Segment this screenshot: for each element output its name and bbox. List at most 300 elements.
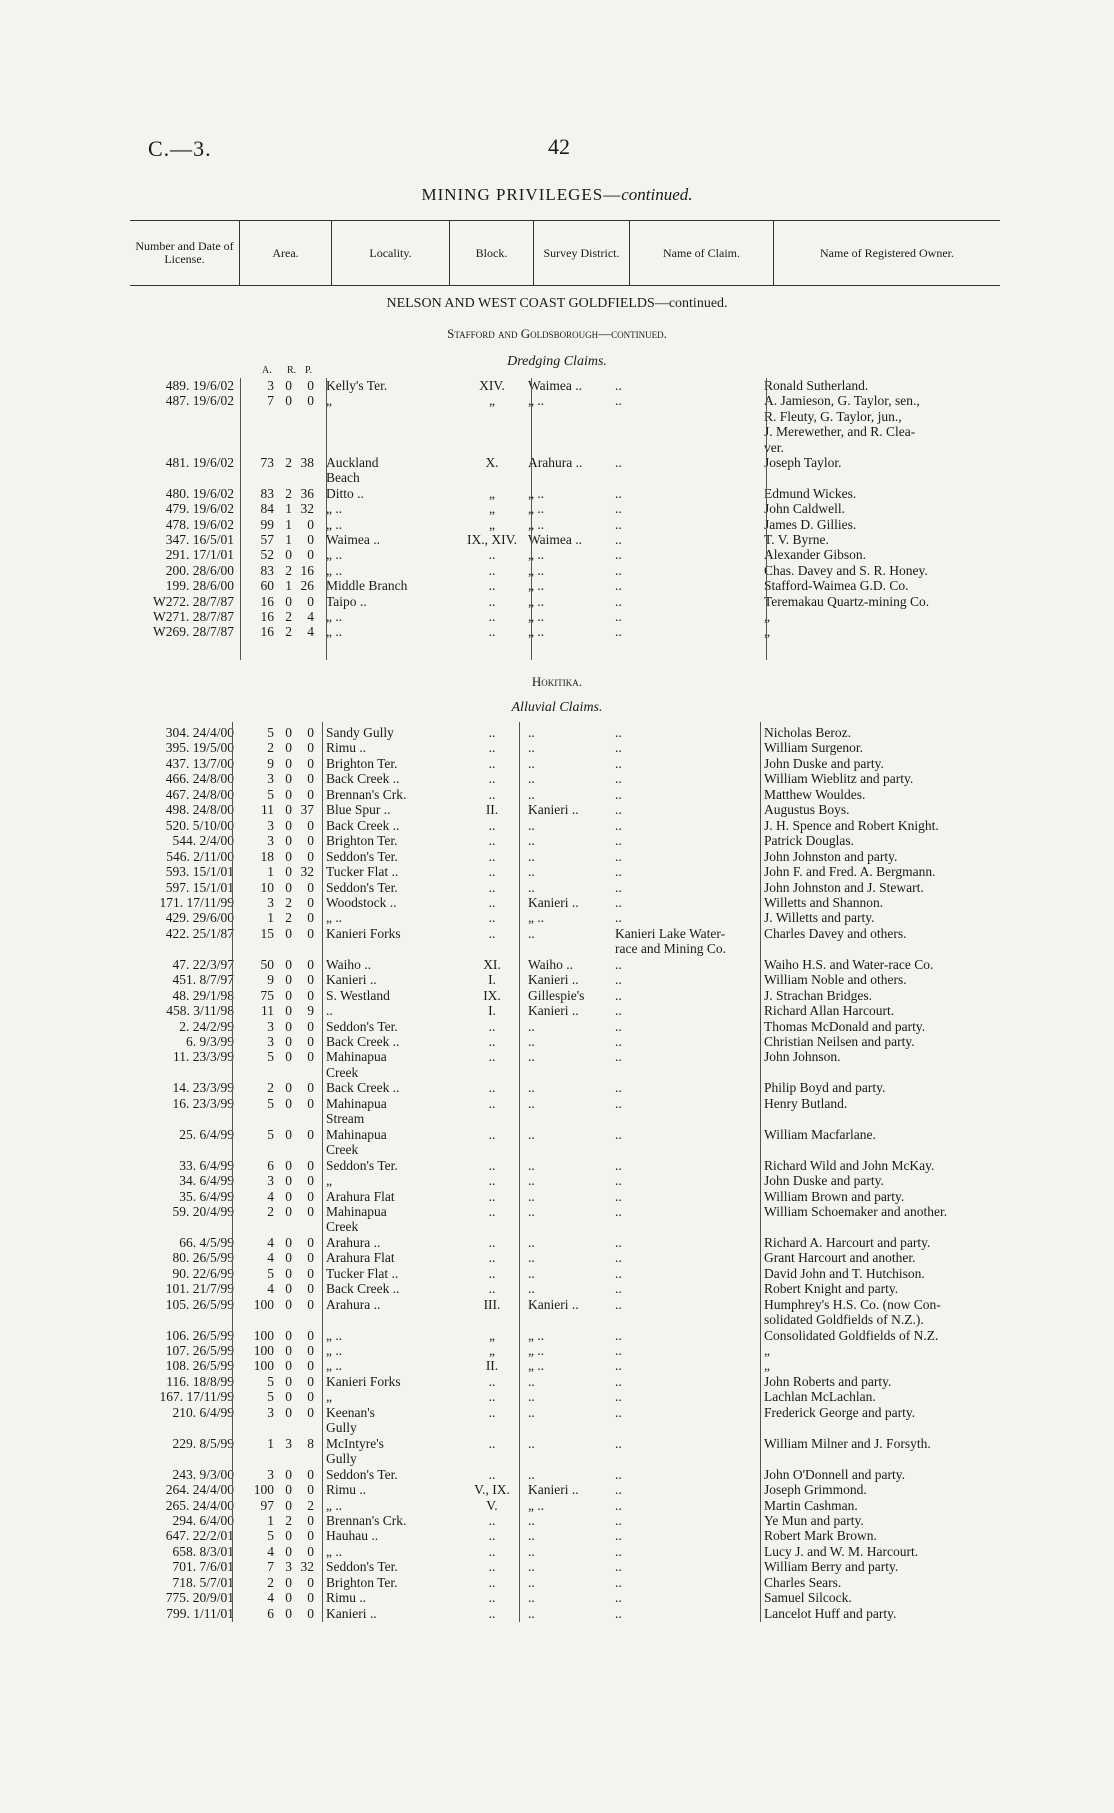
survey-district-cell: .. <box>528 1404 535 1420</box>
owner-cell: Joseph Taylor. <box>764 455 842 470</box>
survey-district-cell: .. <box>528 879 535 895</box>
locality-cell: „ .. <box>326 547 343 563</box>
claim-name-cell: .. <box>615 864 622 880</box>
area-roods-cell: 0 <box>285 1018 292 1034</box>
license-cell: 487. 19/6/02 <box>165 393 234 409</box>
area-roods-cell: 0 <box>285 848 292 864</box>
area-acres-cell: 5 <box>267 1528 274 1544</box>
locality-cell: Kelly's Ter. <box>326 378 388 393</box>
area-acres-cell: 5 <box>267 1389 274 1405</box>
block-cell: .. <box>488 1435 496 1451</box>
claim-name-cell: .. <box>615 593 622 609</box>
owner-cell: Lancelot Huff and party. <box>764 1605 897 1621</box>
locality-cell: Beach <box>326 470 360 486</box>
area-perches-cell: 0 <box>307 1173 314 1189</box>
area-acres-cell: 3 <box>267 817 274 833</box>
locality-cell: Rimu .. <box>326 1590 367 1606</box>
claim-name-cell: .. <box>615 910 622 926</box>
owner-cell: ver. <box>764 439 784 455</box>
area-roods-cell: 0 <box>285 925 292 941</box>
owner-cell: William Milner and J. Forsyth. <box>764 1435 931 1451</box>
locality-cell: „ <box>326 1389 332 1405</box>
survey-district-cell: .. <box>528 1559 535 1575</box>
survey-district-cell: „ .. <box>528 910 545 926</box>
survey-district-cell: Kanieri .. <box>528 1003 579 1019</box>
claim-name-cell: .. <box>615 1373 622 1389</box>
area-roods-cell: 0 <box>285 1203 292 1219</box>
block-cell: .. <box>488 1188 496 1204</box>
owner-cell: J. Merewether, and R. Clea- <box>764 424 916 440</box>
license-cell: 48. 29/1/98 <box>172 987 234 1003</box>
block-cell: .. <box>488 786 496 802</box>
acre-label: A. <box>262 365 272 376</box>
block-cell: .. <box>488 1034 496 1049</box>
area-perches-cell: 0 <box>307 1250 314 1266</box>
block-cell: .. <box>488 879 496 895</box>
col-block: Block. <box>450 221 534 285</box>
locality-cell: Arahura .. <box>326 1234 381 1250</box>
claim-name-cell: .. <box>615 755 622 771</box>
locality-cell: Creek <box>326 1142 359 1158</box>
block-cell: .. <box>488 771 496 787</box>
area-roods-cell: 2 <box>285 485 292 501</box>
owner-cell: Augustus Boys. <box>764 802 850 818</box>
area-perches-cell: 0 <box>307 1404 314 1420</box>
claim-name-cell: .. <box>615 393 622 409</box>
claim-name-cell: .. <box>615 532 622 547</box>
block-cell: .. <box>488 1512 496 1528</box>
claim-name-cell: .. <box>615 1018 622 1034</box>
license-cell: 106. 26/5/99 <box>165 1327 234 1343</box>
block-cell: V. <box>486 1497 498 1513</box>
locality-cell: „ <box>326 393 332 409</box>
block-cell: „ <box>489 501 495 517</box>
owner-cell: A. Jamieson, G. Taylor, sen., <box>764 393 920 409</box>
area-acres-cell: 83 <box>260 485 274 501</box>
survey-district-cell: .. <box>528 786 535 802</box>
area-acres-cell: 52 <box>260 547 274 563</box>
license-cell: 265. 24/4/00 <box>165 1497 234 1513</box>
license-cell: 59. 20/4/99 <box>172 1203 234 1219</box>
survey-district-cell: .. <box>528 1188 535 1204</box>
area-roods-cell: 2 <box>285 455 292 470</box>
area-acres-cell: 4 <box>267 1281 274 1297</box>
owner-cell: Joseph Grimmond. <box>764 1482 867 1498</box>
survey-district-cell: .. <box>528 1080 535 1096</box>
subsection-heading-hokitika: Hokitika. <box>531 674 583 689</box>
block-cell: .. <box>488 925 496 941</box>
area-perches-cell: 38 <box>300 455 314 470</box>
license-cell: 105. 26/5/99 <box>165 1296 234 1312</box>
owner-cell: Frederick George and party. <box>764 1404 916 1420</box>
claim-name-cell: .. <box>615 1327 622 1343</box>
area-roods-cell: 0 <box>285 1095 292 1111</box>
area-roods-cell: 0 <box>285 1482 292 1498</box>
locality-cell: Mahinapua <box>326 1203 387 1219</box>
claim-name-cell: .. <box>615 1126 622 1142</box>
license-cell: 107. 26/5/99 <box>165 1343 234 1358</box>
block-cell: .. <box>488 1373 496 1389</box>
locality-cell: „ .. <box>326 1358 343 1374</box>
area-roods-cell: 0 <box>285 1003 292 1019</box>
block-cell: .. <box>488 833 496 849</box>
area-roods-cell: 0 <box>285 1250 292 1266</box>
locality-cell: „ .. <box>326 910 343 926</box>
claim-name-cell: .. <box>615 378 622 393</box>
area-acres-cell: 3 <box>267 1018 274 1034</box>
area-acres-cell: 100 <box>253 1327 274 1343</box>
block-cell: „ <box>489 516 495 532</box>
owner-cell: Consolidated Goldfields of N.Z. <box>764 1327 939 1343</box>
license-cell: 520. 5/10/00 <box>165 817 234 833</box>
area-perches-cell: 0 <box>307 1126 314 1142</box>
block-cell: .. <box>488 848 496 864</box>
block-cell: X. <box>485 455 499 470</box>
license-cell: 658. 8/3/01 <box>172 1543 234 1559</box>
area-roods-cell: 0 <box>285 1373 292 1389</box>
license-cell: 718. 5/7/01 <box>172 1574 234 1590</box>
license-cell: W269. 28/7/87 <box>153 624 234 640</box>
claim-name-cell: .. <box>615 1605 622 1621</box>
claim-name-cell: .. <box>615 516 622 532</box>
area-acres-cell: 50 <box>260 956 274 972</box>
col-license: Number and Date of License. <box>130 221 240 285</box>
area-acres-cell: 7 <box>267 393 274 409</box>
area-roods-cell: 0 <box>285 972 292 988</box>
area-roods-cell: 0 <box>285 1173 292 1189</box>
locality-cell: Blue Spur .. <box>326 802 391 818</box>
claim-name-cell: .. <box>615 833 622 849</box>
block-cell: III. <box>483 1296 501 1312</box>
area-roods-cell: 0 <box>285 879 292 895</box>
block-cell: II. <box>485 1358 499 1374</box>
survey-district-cell: .. <box>528 925 535 941</box>
locality-cell: Auckland <box>326 455 379 470</box>
area-perches-cell: 37 <box>300 802 314 818</box>
area-acres-cell: 1 <box>267 864 274 880</box>
survey-district-cell: „ .. <box>528 1343 545 1358</box>
survey-district-cell: .. <box>528 864 535 880</box>
block-cell: .. <box>488 1389 496 1405</box>
claim-name-cell: .. <box>615 1528 622 1544</box>
block-cell: .. <box>488 910 496 926</box>
survey-district-cell: Kanieri .. <box>528 1482 579 1498</box>
area-roods-cell: 0 <box>285 393 292 409</box>
survey-district-cell: „ .. <box>528 501 545 517</box>
area-perches-cell: 0 <box>307 833 314 849</box>
survey-district-cell: Waiho .. <box>528 956 574 972</box>
claim-name-cell: .. <box>615 786 622 802</box>
area-roods-cell: 0 <box>285 1574 292 1590</box>
block-cell: I. <box>488 1003 496 1019</box>
owner-cell: T. V. Byrne. <box>764 532 829 547</box>
area-acres-cell: 4 <box>267 1543 274 1559</box>
area-acres-cell: 97 <box>260 1497 274 1513</box>
block-cell: IX., XIV. <box>467 532 517 547</box>
license-cell: 14. 23/3/99 <box>172 1080 234 1096</box>
survey-district-cell: .. <box>528 1373 535 1389</box>
owner-cell: Charles Davey and others. <box>764 925 907 941</box>
license-cell: 480. 19/6/02 <box>165 485 234 501</box>
area-roods-cell: 0 <box>285 1188 292 1204</box>
area-roods-cell: 0 <box>285 833 292 849</box>
area-acres-cell: 18 <box>260 848 274 864</box>
owner-cell: John O'Donnell and party. <box>764 1466 906 1482</box>
area-perches-cell: 0 <box>307 1543 314 1559</box>
area-perches-cell: 0 <box>307 894 314 910</box>
locality-cell: Tucker Flat .. <box>326 1265 399 1281</box>
area-perches-cell: 0 <box>307 725 314 740</box>
area-acres-cell: 9 <box>267 972 274 988</box>
locality-cell: „ .. <box>326 562 343 578</box>
locality-cell: Taipo .. <box>326 593 367 609</box>
locality-cell: Arahura .. <box>326 1296 381 1312</box>
license-cell: 101. 21/7/99 <box>165 1281 234 1297</box>
locality-cell: Waimea .. <box>326 532 381 547</box>
area-roods-cell: 1 <box>285 532 292 547</box>
area-perches-cell: 0 <box>307 1296 314 1312</box>
col-claim-name: Name of Claim. <box>630 221 774 285</box>
area-roods-cell: 0 <box>285 1358 292 1374</box>
block-cell: .. <box>488 1590 496 1606</box>
area-roods-cell: 0 <box>285 1466 292 1482</box>
block-cell: .. <box>488 755 496 771</box>
survey-district-cell: .. <box>528 1034 535 1049</box>
area-perches-cell: 0 <box>307 910 314 926</box>
claim-name-cell: .. <box>615 725 622 740</box>
claim-name-cell: .. <box>615 987 622 1003</box>
area-roods-cell: 0 <box>285 1234 292 1250</box>
owner-cell: J. Willetts and party. <box>764 910 875 926</box>
license-cell: 291. 17/1/01 <box>165 547 234 563</box>
survey-district-cell: .. <box>528 1605 535 1621</box>
area-acres-cell: 2 <box>267 1574 274 1590</box>
area-acres-cell: 9 <box>267 755 274 771</box>
license-cell: 451. 8/7/97 <box>172 972 234 988</box>
owner-cell: Teremakau Quartz-mining Co. <box>764 593 930 609</box>
block-cell: XI. <box>483 956 501 972</box>
owner-cell: Richard Wild and John McKay. <box>764 1157 935 1173</box>
locality-cell: Arahura Flat <box>326 1188 395 1204</box>
claim-name-cell: .. <box>615 1049 622 1065</box>
block-cell: .. <box>488 562 496 578</box>
locality-cell: Rimu .. <box>326 1482 367 1498</box>
owner-cell: Edmund Wickes. <box>764 485 857 501</box>
area-acres-cell: 1 <box>267 1512 274 1528</box>
area-perches-cell: 8 <box>307 1435 314 1451</box>
owner-cell: Humphrey's H.S. Co. (now Con- <box>764 1296 941 1312</box>
block-cell: IX. <box>483 987 501 1003</box>
area-roods-cell: 0 <box>285 1543 292 1559</box>
owner-cell: solidated Goldfields of N.Z.). <box>764 1312 924 1328</box>
locality-cell: Brennan's Crk. <box>326 1512 407 1528</box>
claim-name-cell: .. <box>615 1466 622 1482</box>
survey-district-cell: „ .. <box>528 578 545 594</box>
area-roods-cell: 0 <box>285 1389 292 1405</box>
locality-cell: Brennan's Crk. <box>326 786 407 802</box>
locality-cell: Mahinapua <box>326 1095 387 1111</box>
area-roods-cell: 0 <box>285 1528 292 1544</box>
owner-cell: Martin Cashman. <box>764 1497 858 1513</box>
block-cell: „ <box>489 1343 495 1358</box>
owner-cell: Ronald Sutherland. <box>764 378 869 393</box>
col-locality: Locality. <box>332 221 450 285</box>
locality-cell: Mahinapua <box>326 1126 387 1142</box>
area-acres-cell: 1 <box>267 910 274 926</box>
locality-cell: Seddon's Ter. <box>326 1466 398 1482</box>
area-roods-cell: 0 <box>285 1281 292 1297</box>
claim-name-cell: .. <box>615 1157 622 1173</box>
survey-district-cell: .. <box>528 740 535 756</box>
license-cell: 422. 25/1/87 <box>165 925 234 941</box>
area-roods-cell: 2 <box>285 562 292 578</box>
owner-cell: William Berry and party. <box>764 1559 899 1575</box>
area-acres-cell: 11 <box>261 802 274 818</box>
area-perches-cell: 0 <box>307 1605 314 1621</box>
area-acres-cell: 1 <box>267 1435 274 1451</box>
area-perches-cell: 0 <box>307 1512 314 1528</box>
owner-cell: J. Strachan Bridges. <box>764 987 872 1003</box>
block-cell: XIV. <box>479 378 505 393</box>
owner-cell: David John and T. Hutchison. <box>764 1265 925 1281</box>
owner-cell: William Wieblitz and party. <box>764 771 914 787</box>
owner-cell: William Surgenor. <box>764 740 863 756</box>
area-perches-cell: 16 <box>300 562 314 578</box>
area-perches-cell: 0 <box>307 1358 314 1374</box>
page-number: 42 <box>548 134 570 159</box>
area-acres-cell: 4 <box>267 1188 274 1204</box>
claim-name-cell: .. <box>615 1590 622 1606</box>
owner-cell: William Brown and party. <box>764 1188 905 1204</box>
area-perches-cell: 9 <box>307 1003 314 1019</box>
locality-cell: Stream <box>326 1111 365 1127</box>
claim-name-cell: .. <box>615 1543 622 1559</box>
area-perches-cell: 0 <box>307 1049 314 1065</box>
block-cell: .. <box>488 609 496 624</box>
area-roods-cell: 0 <box>285 1327 292 1343</box>
survey-district-cell: .. <box>528 1203 535 1219</box>
block-cell: .. <box>488 1265 496 1281</box>
owner-cell: Lucy J. and W. M. Harcourt. <box>764 1543 919 1559</box>
license-cell: W272. 28/7/87 <box>153 593 234 609</box>
owner-cell: Alexander Gibson. <box>764 547 866 563</box>
rood-label: R. <box>287 365 297 376</box>
license-cell: 80. 26/5/99 <box>172 1250 234 1266</box>
area-perches-cell: 0 <box>307 1373 314 1389</box>
claim-name-cell: .. <box>615 624 622 640</box>
owner-cell: „ <box>764 1358 770 1374</box>
area-acres-cell: 15 <box>260 925 274 941</box>
license-cell: 243. 9/3/00 <box>172 1466 234 1482</box>
area-perches-cell: 0 <box>307 1080 314 1096</box>
locality-cell: „ .. <box>326 1343 343 1358</box>
survey-district-cell: „ .. <box>528 393 545 409</box>
locality-cell: Back Creek .. <box>326 771 400 787</box>
owner-cell: Thomas McDonald and party. <box>764 1018 926 1034</box>
owner-cell: William Noble and others. <box>764 972 907 988</box>
claim-name-cell: .. <box>615 1203 622 1219</box>
area-perches-cell: 0 <box>307 593 314 609</box>
claim-name-cell: .. <box>615 1265 622 1281</box>
locality-cell: Mahinapua <box>326 1049 387 1065</box>
locality-cell: Kanieri Forks <box>326 1373 401 1389</box>
owner-cell: William Macfarlane. <box>764 1126 876 1142</box>
claim-name-cell: .. <box>615 1188 622 1204</box>
block-cell: .. <box>488 864 496 880</box>
claim-name-cell: .. <box>615 501 622 517</box>
area-roods-cell: 2 <box>285 609 292 624</box>
area-roods-cell: 0 <box>285 864 292 880</box>
block-cell: .. <box>488 547 496 563</box>
license-cell: 25. 6/4/99 <box>179 1126 234 1142</box>
area-acres-cell: 5 <box>267 1095 274 1111</box>
area-acres-cell: 3 <box>267 1173 274 1189</box>
survey-district-cell: .. <box>528 755 535 771</box>
locality-cell: Seddon's Ter. <box>326 1559 398 1575</box>
survey-district-cell: „ .. <box>528 1327 545 1343</box>
area-perches-cell: 0 <box>307 1343 314 1358</box>
license-cell: 167. 17/11/99 <box>159 1389 234 1405</box>
owner-cell: „ <box>764 1343 770 1358</box>
area-acres-cell: 100 <box>253 1343 274 1358</box>
survey-district-cell: .. <box>528 1265 535 1281</box>
owner-cell: John Roberts and party. <box>764 1373 892 1389</box>
locality-cell: S. Westland <box>326 987 390 1003</box>
survey-district-cell: .. <box>528 1435 535 1451</box>
license-cell: 108. 26/5/99 <box>165 1358 234 1374</box>
area-perches-cell: 0 <box>307 547 314 563</box>
area-perches-cell: 36 <box>300 485 314 501</box>
owner-cell: Charles Sears. <box>764 1574 842 1590</box>
survey-district-cell: Waimea .. <box>528 532 583 547</box>
owner-cell: Robert Mark Brown. <box>764 1528 877 1544</box>
survey-district-cell: .. <box>528 771 535 787</box>
area-perches-cell: 4 <box>307 624 314 640</box>
survey-district-cell: .. <box>528 1018 535 1034</box>
owner-cell: John Johnson. <box>764 1049 841 1065</box>
area-roods-cell: 0 <box>285 1080 292 1096</box>
survey-district-cell: .. <box>528 848 535 864</box>
owner-cell: John Johnston and party. <box>764 848 898 864</box>
survey-district-cell: „ .. <box>528 485 545 501</box>
area-acres-cell: 5 <box>267 1373 274 1389</box>
survey-district-cell: .. <box>528 1234 535 1250</box>
area-perches-cell: 0 <box>307 516 314 532</box>
license-cell: 33. 6/4/99 <box>179 1157 234 1173</box>
claim-name-cell: .. <box>615 578 622 594</box>
area-roods-cell: 0 <box>285 817 292 833</box>
license-cell: 395. 19/5/00 <box>165 740 234 756</box>
locality-cell: Arahura Flat <box>326 1250 395 1266</box>
block-cell: .. <box>488 1543 496 1559</box>
owner-cell: John Duske and party. <box>764 755 884 771</box>
locality-cell: Back Creek .. <box>326 817 400 833</box>
area-perches-cell: 0 <box>307 786 314 802</box>
survey-district-cell: Arahura .. <box>528 455 583 470</box>
owner-cell: Waiho H.S. and Water-race Co. <box>764 956 934 972</box>
block-cell: .. <box>488 1157 496 1173</box>
area-acres-cell: 6 <box>267 1157 274 1173</box>
block-cell: .. <box>488 1173 496 1189</box>
claim-name-cell: Kanieri Lake Water- <box>615 925 726 941</box>
block-cell: .. <box>488 894 496 910</box>
claim-name-cell: .. <box>615 1574 622 1590</box>
locality-cell: Back Creek .. <box>326 1281 400 1297</box>
survey-district-cell: Kanieri .. <box>528 972 579 988</box>
claim-name-cell: .. <box>615 562 622 578</box>
area-acres-cell: 3 <box>267 1466 274 1482</box>
block-cell: .. <box>488 740 496 756</box>
